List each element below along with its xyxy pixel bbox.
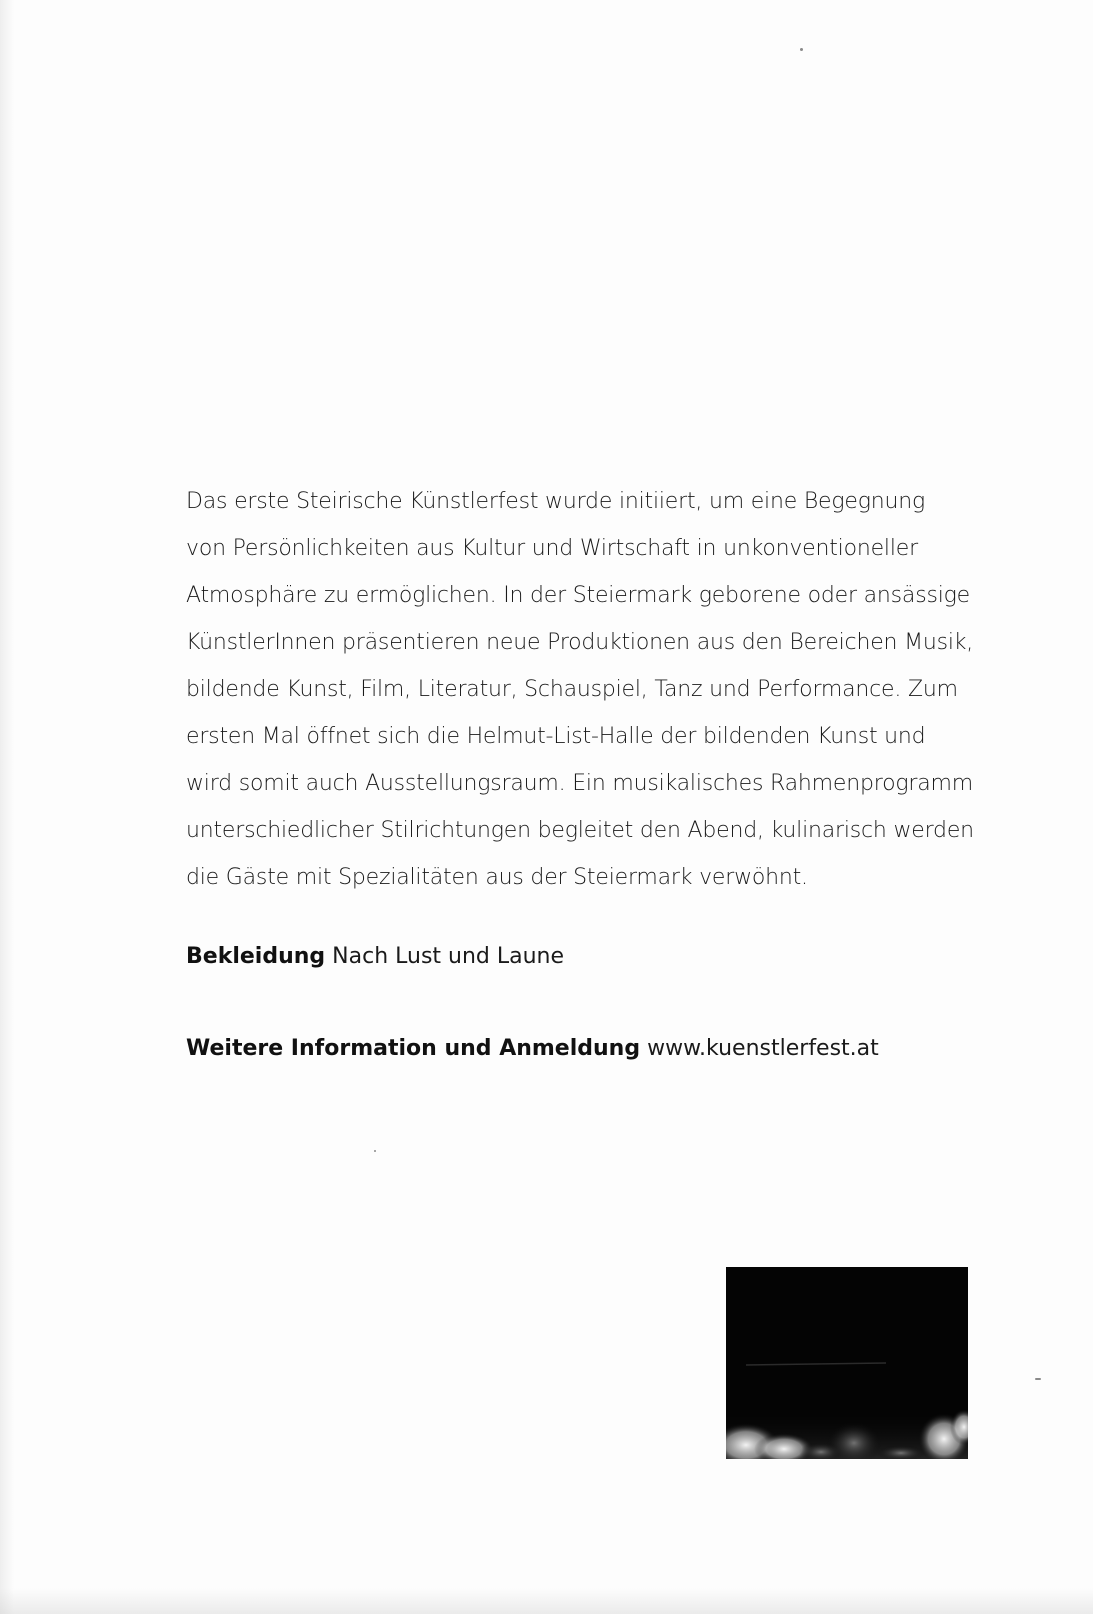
intro-line: wird somit auch Ausstellungsraum. Ein musikalisches Rahmenprogramm: [186, 771, 973, 796]
scan-shadow-left: [0, 0, 14, 1614]
photo-image: [726, 1267, 968, 1459]
intro-line: Atmosphäre zu ermöglichen. In der Steiermark geborene oder ansässige: [186, 583, 970, 608]
event-photo: [726, 1267, 968, 1459]
intro-line: KünstlerInnen präsentieren neue Produktionen aus den Bereichen Musik,: [186, 630, 974, 655]
dress-code-line: [186, 941, 986, 973]
dust-speck: [1035, 1378, 1041, 1380]
more-info-line: [186, 1033, 986, 1065]
intro-line: bildende Kunst, Film, Literatur, Schauspiel, Tanz und Performance. Zum: [186, 677, 958, 702]
main-content: [186, 478, 986, 1065]
website-link[interactable]: www.kuenstlerfest.at: [647, 1036, 879, 1061]
dress-code-label: Bekleidung: [186, 944, 326, 969]
dust-speck: [374, 1150, 376, 1152]
intro-paragraph: [186, 478, 986, 901]
scan-shadow-bottom: [0, 1588, 1093, 1614]
more-info-label: Weitere Information und Anmeldung: [186, 1036, 641, 1061]
intro-line: ersten Mal öffnet sich die Helmut-List-Halle der bildenden Kunst und: [186, 724, 926, 749]
intro-line: die Gäste mit Spezialitäten aus der Steiermark verwöhnt.: [186, 865, 808, 890]
dress-code-value: Nach Lust und Laune: [332, 944, 565, 969]
intro-line: Das erste Steirische Künstlerfest wurde initiiert, um eine Begegnung: [186, 489, 925, 514]
intro-line: von Persönlichkeiten aus Kultur und Wirtschaft in unkonventioneller: [186, 536, 918, 561]
intro-line: unterschiedlicher Stilrichtungen begleitet den Abend, kulinarisch werden: [186, 818, 974, 843]
dust-speck: [800, 48, 803, 51]
